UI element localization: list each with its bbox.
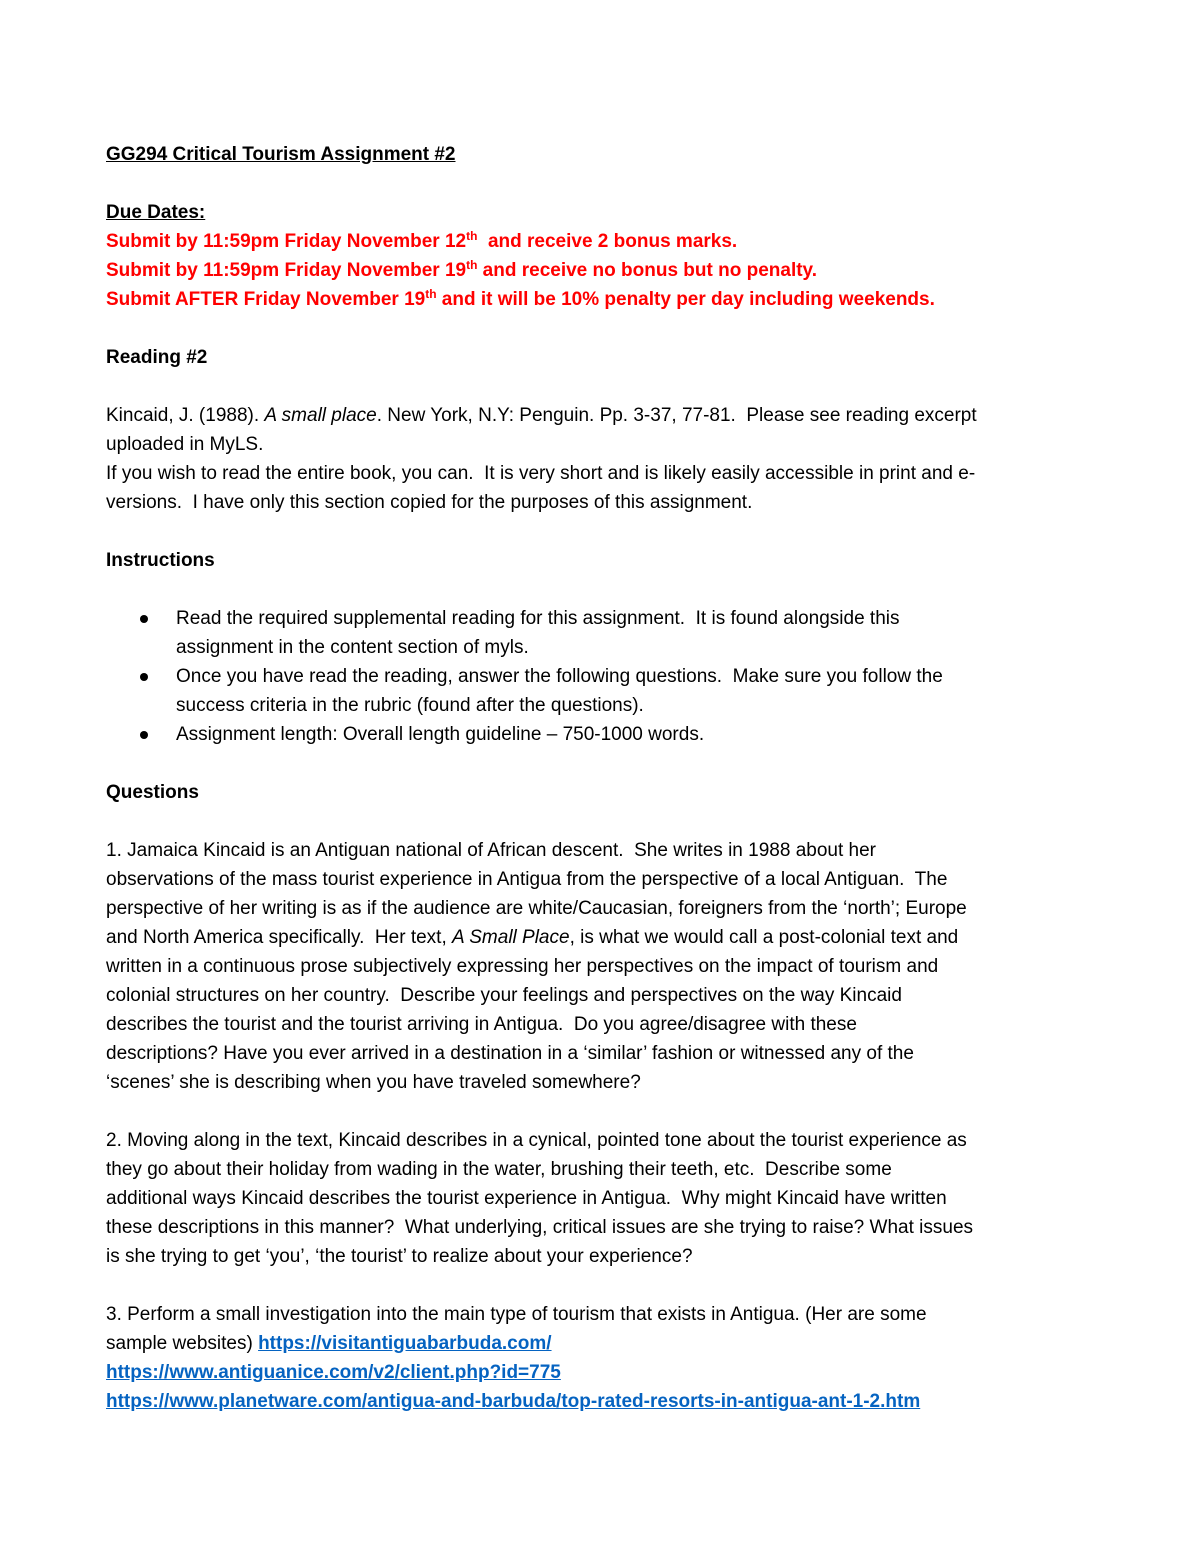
- bullet-icon: [140, 731, 148, 739]
- list-item: Once you have read the reading, answer the following questions. Make sure you follow the success criteria in the rubric (found after the questions).: [106, 662, 1096, 720]
- question-2: 2. Moving along in the text, Kincaid describes in a cynical, pointed tone about the tourist experience as they go about their holiday from wading in the water, brushing their teeth, etc. Describe some additional ways Kincaid describes the tourist experience in Antigua. Why might Kincaid have written these descriptions in this manner? What underlying, critical issues are she trying to raise? What issues is she trying to get ‘you’, ‘the tourist’ to realize about your experience?: [106, 1130, 974, 1267]
- book-note-line-2: versions. I have only this section copied for the purposes of this assignment.: [106, 492, 753, 513]
- document-page: [106, 140, 1096, 1416]
- due-dates-heading: Due Dates:: [106, 202, 206, 223]
- link-planetware[interactable]: https://www.planetware.com/antigua-and-barbuda/top-rated-resorts-in-antigua-ant-1-2.htm: [106, 1391, 921, 1412]
- question-1: 1. Jamaica Kincaid is an Antiguan national of African descent. She writes in 1988 about her observations of the mass tourist experience in Antigua from the perspective of a local Antiguan. The perspective of her writing is as if the audience are white/Caucasian, foreigners from the ‘north’; Europe and North America specifically. Her text, A Small Place, is what we would call a post-colonial text and written in a continuous prose subjectively expressing her perspectives on the impact of tourism and colonial structures on her country. Describe your feelings and perspectives on the way Kincaid describes the tourist and the tourist arriving in Antigua. Do you agree/disagree with these descriptions? Have you ever arrived in a destination in a ‘similar’ fashion or witnessed any of the ‘scenes’ she is describing when you have traveled somewhere?: [106, 840, 967, 1093]
- document-title: GG294 Critical Tourism Assignment #2: [106, 144, 456, 165]
- list-item: Read the required supplemental reading for this assignment. It is found alongside this assignment in the content section of myls.: [106, 604, 1096, 662]
- citation: Kincaid, J. (1988). A small place. New York, N.Y: Penguin. Pp. 3-37, 77-81. Please see reading excerpt: [106, 405, 977, 426]
- bullet-icon: [140, 673, 148, 681]
- due-date-line-1: Submit by 11:59pm Friday November 12th and receive 2 bonus marks.: [106, 229, 738, 252]
- instructions-heading: Instructions: [106, 550, 215, 571]
- questions-heading: Questions: [106, 782, 199, 803]
- due-date-line-2: Submit by 11:59pm Friday November 19th and receive no bonus but no penalty.: [106, 258, 817, 281]
- reading-heading: Reading #2: [106, 347, 208, 368]
- instructions-list: [106, 604, 1096, 749]
- bullet-icon: [140, 615, 148, 623]
- link-antiguanice[interactable]: https://www.antiguanice.com/v2/client.php?id=775: [106, 1362, 561, 1383]
- due-date-line-3: Submit AFTER Friday November 19th and it will be 10% penalty per day including weekends.: [106, 287, 935, 310]
- question-3: 3. Perform a small investigation into the main type of tourism that exists in Antigua. (Her are some sample websites) https://visitantiguabarbuda.com/ https://www.antiguanice.com/v2/client.php?id=775 https://www.planetware.com/antigua-and-barbuda/top-rated-resorts-in-antigua-ant-1-2.htm: [106, 1304, 927, 1412]
- citation-line-2: uploaded in MyLS.: [106, 434, 264, 455]
- list-item: Assignment length: Overall length guideline – 750-1000 words.: [106, 720, 1096, 749]
- book-note-line-1: If you wish to read the entire book, you can. It is very short and is likely easily accessible in print and e-: [106, 463, 976, 484]
- link-visitantiguabarbuda[interactable]: https://visitantiguabarbuda.com/: [258, 1333, 552, 1354]
